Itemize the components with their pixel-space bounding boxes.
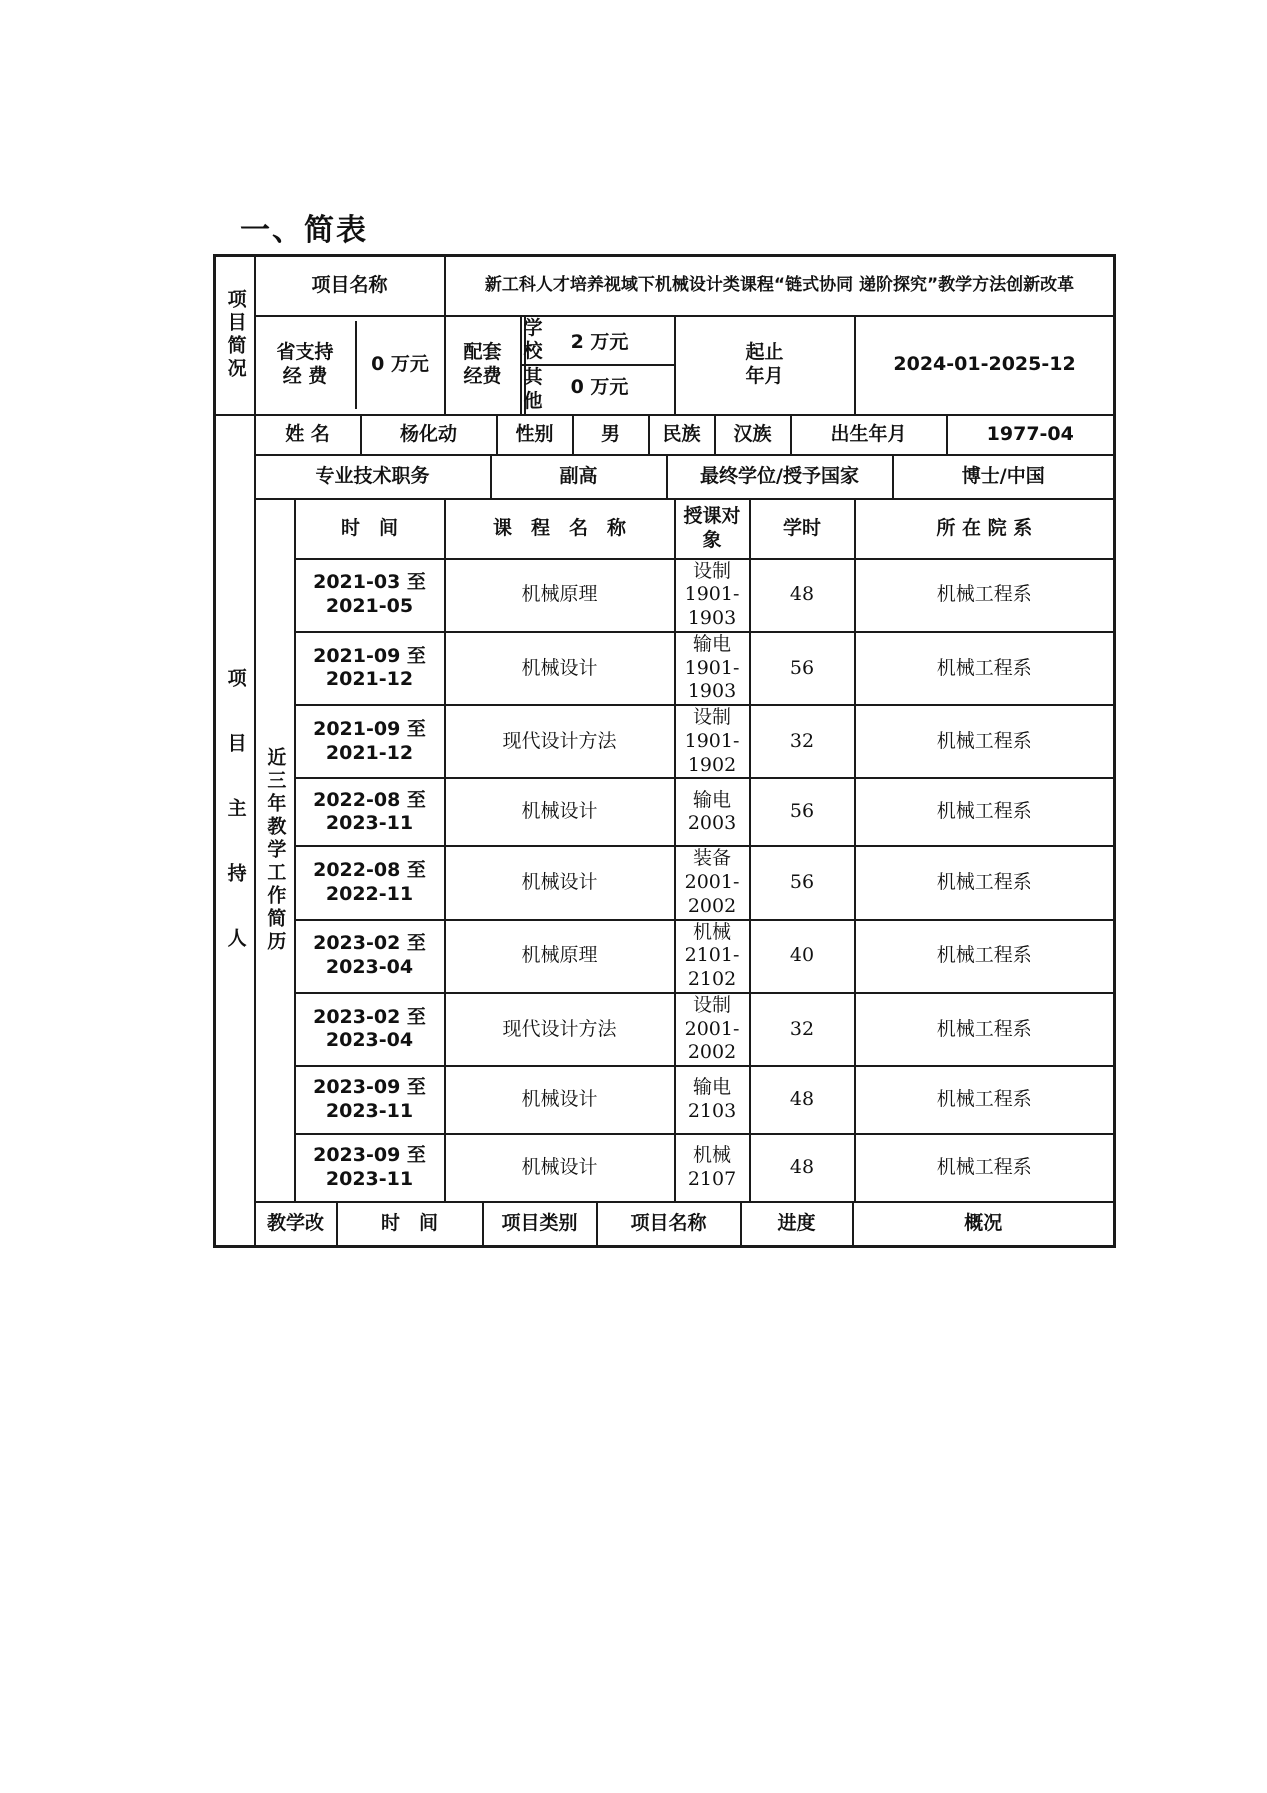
gender-value: 男 (573, 416, 649, 454)
row-course: 机械原理 (445, 559, 675, 632)
row-hours: 56 (750, 632, 855, 705)
provincial-funding-value: 0 万元 (371, 353, 429, 376)
row-course: 机械设计 (445, 778, 675, 846)
row-hours: 56 (750, 778, 855, 846)
row-dept: 机械工程系 (855, 920, 1115, 993)
table-row (215, 559, 1115, 632)
row-hours: 32 (750, 705, 855, 778)
row-course: 机械设计 (445, 632, 675, 705)
table-row (215, 993, 1115, 1066)
row-target: 机械 2107 (675, 1134, 750, 1202)
reform-header-time: 时 间 (337, 1203, 483, 1245)
row-target: 设制 2001-2002 (675, 993, 750, 1066)
ethnicity-label: 民族 (649, 416, 715, 454)
row-course: 现代设计方法 (445, 705, 675, 778)
degree-label: 最终学位/授予国家 (667, 456, 893, 498)
reform-header-name: 项目名称 (597, 1203, 741, 1245)
degree-value: 博士/中国 (961, 464, 1045, 487)
funding-left (256, 321, 444, 409)
section-title: 一、简表 (240, 213, 368, 248)
row-hours: 32 (750, 993, 855, 1066)
row-dept: 机械工程系 (855, 1066, 1115, 1134)
ethnicity-value: 汉族 (715, 416, 791, 454)
row-target: 装备 2001-2002 (675, 846, 750, 919)
school-value: 2 万元 (526, 321, 674, 365)
matching-funding-label: 配套 经费 (446, 317, 521, 414)
row-time: 2021-09 至 2021-12 (295, 705, 445, 778)
table-row (215, 705, 1115, 778)
school-label: 学校 (521, 317, 524, 366)
other-value: 0 万元 (570, 375, 629, 398)
row-dept: 机械工程系 (855, 1134, 1115, 1202)
host-info-row (215, 415, 1115, 455)
row-time: 2021-03 至 2021-05 (295, 559, 445, 632)
birth-label: 出生年月 (791, 416, 947, 454)
reform-header-overview: 概况 (964, 1212, 1003, 1235)
row-dept: 机械工程系 (855, 705, 1115, 778)
row-time: 2023-09 至 2023-11 (295, 1134, 445, 1202)
birth-value: 1977-04 (986, 422, 1074, 445)
reform-header-row (215, 1202, 1115, 1247)
row-hours: 56 (750, 846, 855, 919)
row-dept: 机械工程系 (855, 632, 1115, 705)
row-target: 输电 2103 (675, 1066, 750, 1134)
teaching-header-hours: 学时 (750, 499, 855, 559)
provincial-funding-label: 省支持 经 费 (256, 321, 356, 409)
teaching-header-target: 授课对象 (675, 499, 750, 559)
host-title-row (215, 455, 1115, 499)
row-course: 机械设计 (445, 1066, 675, 1134)
row-target: 设制 1901-1902 (675, 705, 750, 778)
table-row (215, 1066, 1115, 1134)
table-row (215, 920, 1115, 993)
row-time: 2023-09 至 2023-11 (295, 1066, 445, 1134)
host-side-label: 项目主持人 (215, 415, 255, 1247)
row-hours: 40 (750, 920, 855, 993)
row-time: 2022-08 至 2023-11 (295, 778, 445, 846)
row-hours: 48 (750, 559, 855, 632)
row-course: 机械设计 (445, 1134, 675, 1202)
row-dept: 机械工程系 (855, 993, 1115, 1066)
project-name-value: 新工科人才培养视域下机械设计类课程“链式协同 递阶探究”教学方法创新改革 (445, 256, 1115, 316)
reform-header-progress: 进度 (741, 1203, 853, 1245)
row-time: 2023-02 至 2023-04 (295, 993, 445, 1066)
teaching-header-row (215, 499, 1115, 559)
row-course: 现代设计方法 (445, 993, 675, 1066)
funding-cell (255, 316, 445, 415)
funding-row (215, 316, 1115, 415)
teaching-header-dept: 所 在 院 系 (855, 499, 1115, 559)
table-row (215, 778, 1115, 846)
row-hours: 48 (750, 1134, 855, 1202)
teaching-header-course: 课 程 名 称 (445, 499, 675, 559)
host-info-cell (255, 415, 1115, 455)
gender-label: 性别 (497, 416, 573, 454)
summary-table (213, 254, 1116, 1248)
reform-header-category: 项目类别 (483, 1203, 597, 1245)
funding-values-cell (525, 316, 675, 415)
row-hours: 48 (750, 1066, 855, 1134)
project-name-row (215, 256, 1115, 316)
row-target: 机械 2101-2102 (675, 920, 750, 993)
table-row (215, 632, 1115, 705)
teaching-header-time: 时 间 (295, 499, 445, 559)
host-title-cell (255, 455, 1115, 499)
row-target: 设制 1901-1903 (675, 559, 750, 632)
project-name-label: 项目名称 (255, 256, 445, 316)
title-value: 副高 (491, 456, 667, 498)
row-time: 2023-02 至 2023-04 (295, 920, 445, 993)
row-time: 2021-09 至 2021-12 (295, 632, 445, 705)
reform-label: 教学改 (256, 1203, 337, 1245)
row-dept: 机械工程系 (855, 846, 1115, 919)
period-label: 起止 年月 (675, 316, 855, 415)
name-label: 姓 名 (256, 416, 361, 454)
other-label: 其他 (523, 366, 543, 412)
table-row (215, 846, 1115, 919)
table-row (215, 1134, 1115, 1202)
row-dept: 机械工程系 (855, 559, 1115, 632)
period-value: 2024-01-2025-12 (855, 316, 1115, 415)
name-value: 杨化动 (361, 416, 497, 454)
matching-funding-cell (445, 316, 543, 415)
row-target: 输电 1901-1903 (675, 632, 750, 705)
row-time: 2022-08 至 2022-11 (295, 846, 445, 919)
row-course: 机械原理 (445, 920, 675, 993)
overview-side-label: 项目简况 (215, 256, 255, 415)
row-target: 输电 2003 (675, 778, 750, 846)
row-course: 机械设计 (445, 846, 675, 919)
title-label: 专业技术职务 (256, 456, 491, 498)
row-dept: 机械工程系 (855, 778, 1115, 846)
teaching-side-label: 近三年教学工作简历 (255, 499, 295, 1203)
reform-header-cell (255, 1202, 1115, 1247)
